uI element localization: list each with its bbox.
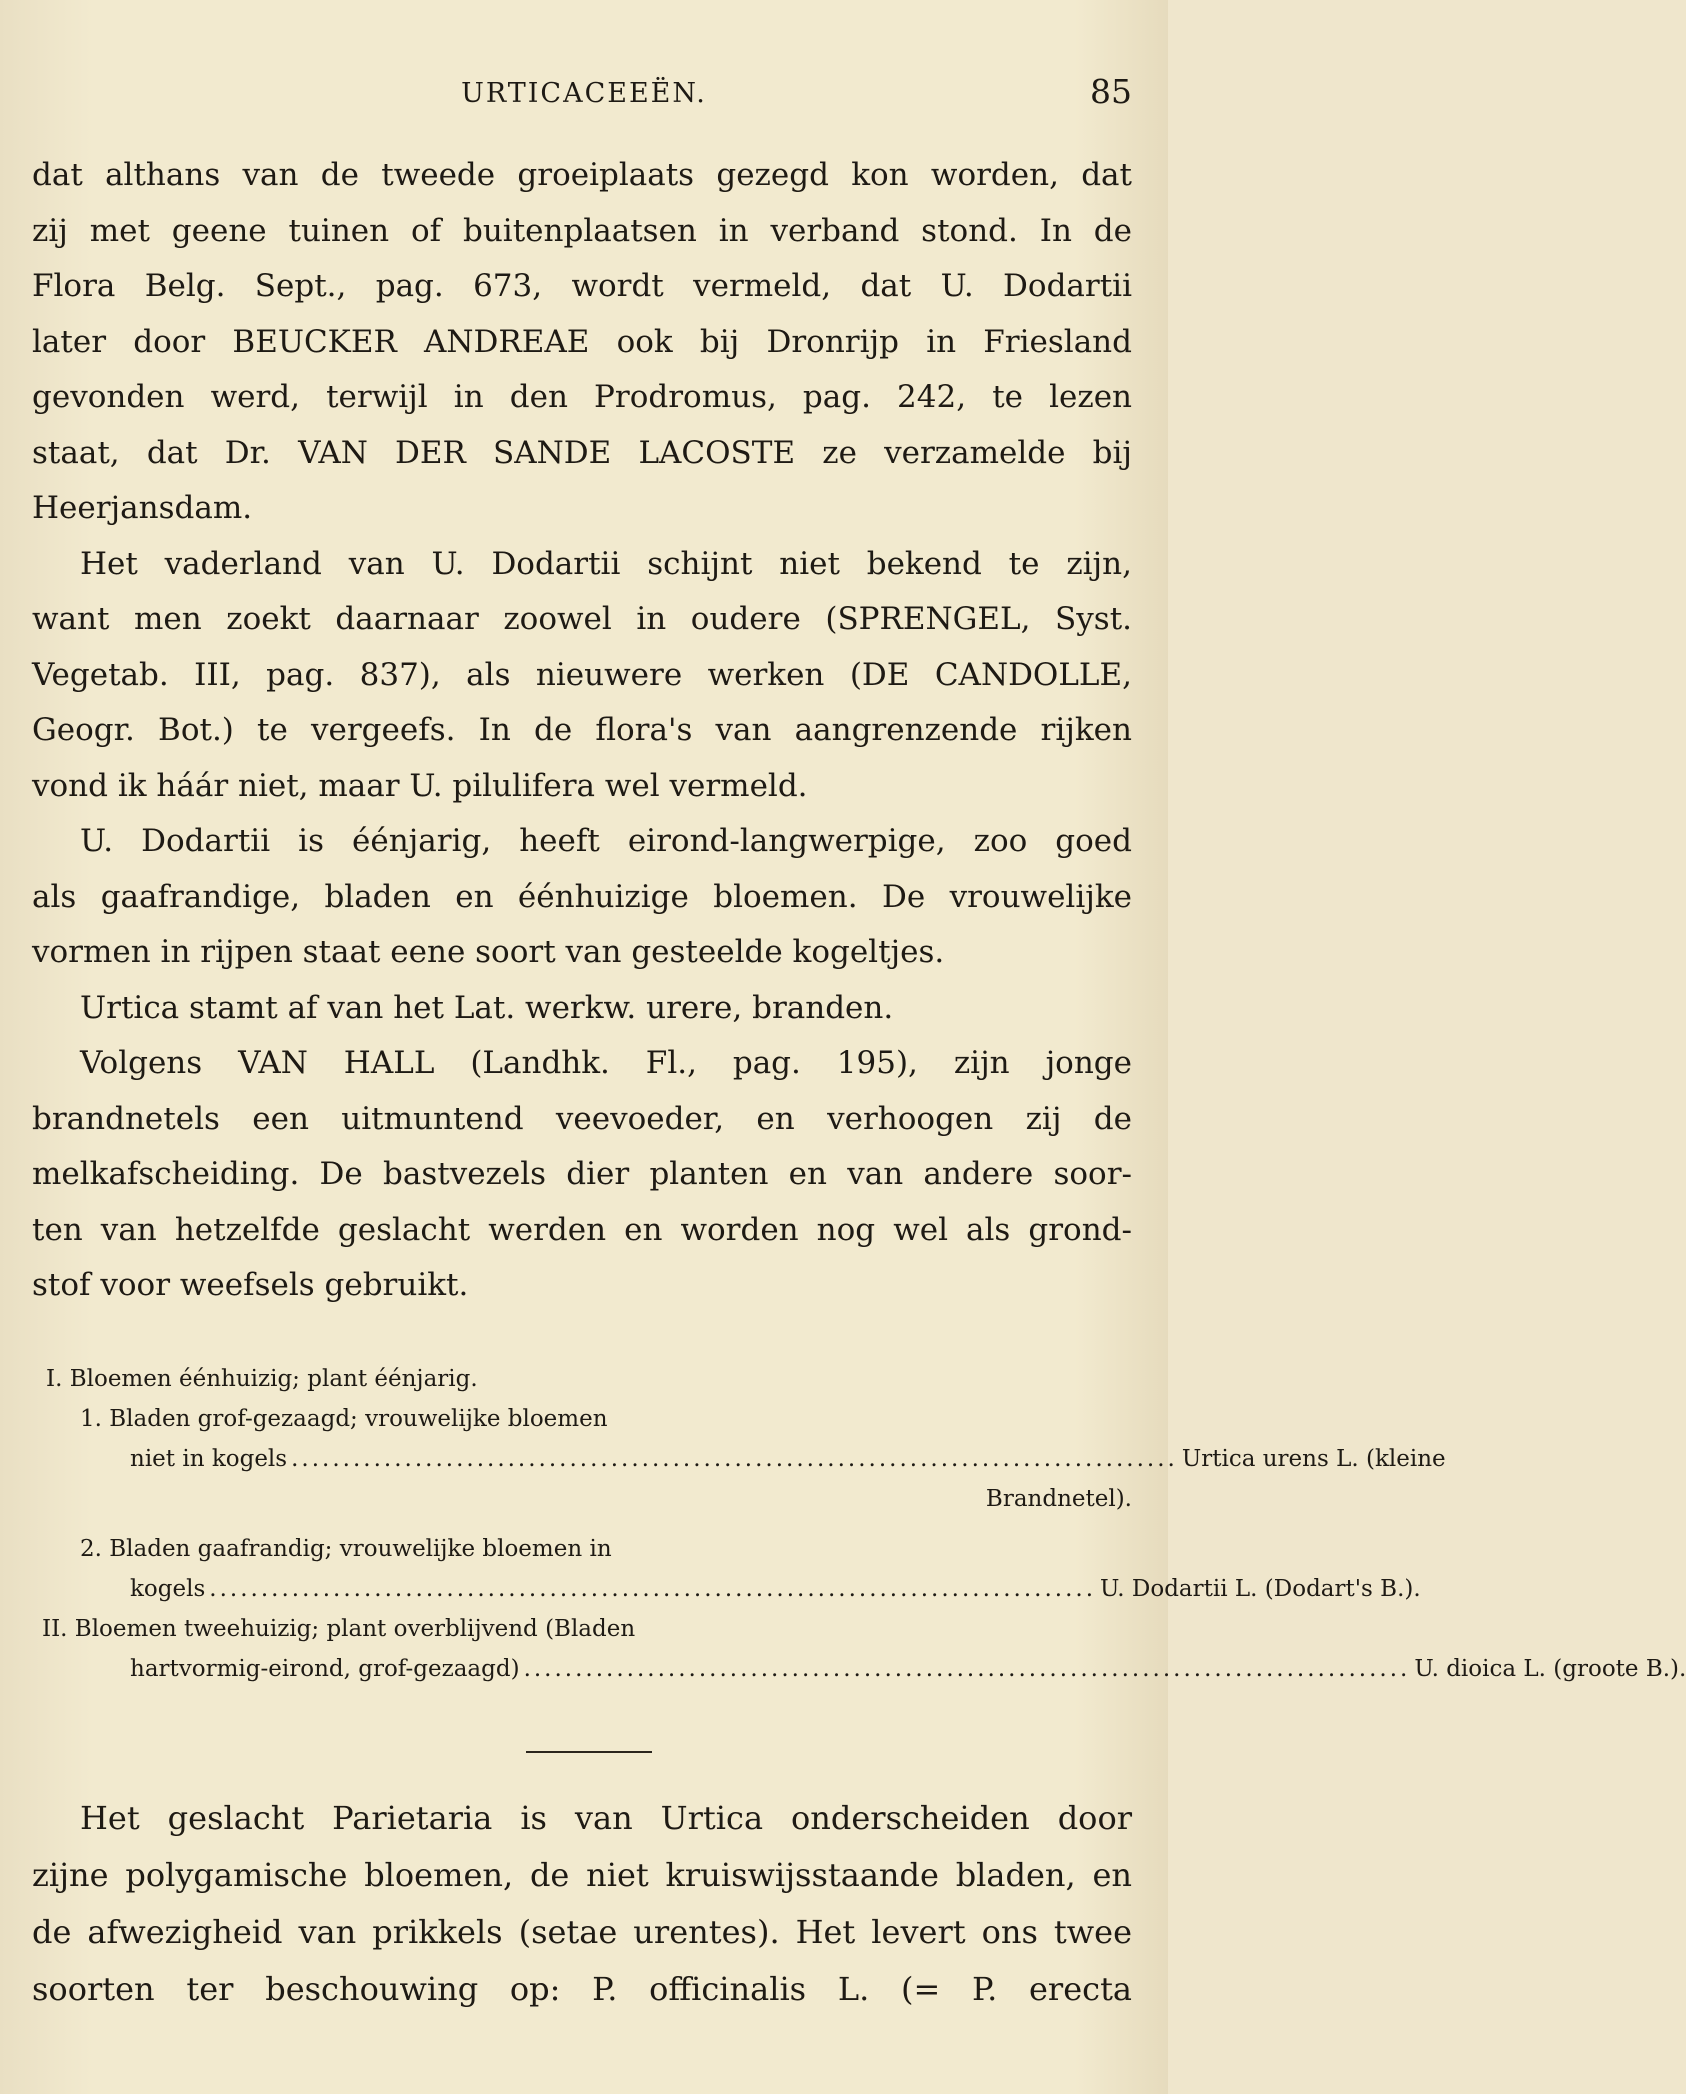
leader-dots: ......................................................................................	[291, 1446, 1178, 1472]
paragraph-4	[32, 981, 1132, 1037]
body-text	[32, 148, 1132, 1314]
text-line: Het geslacht Parietaria is van Urtica onderscheiden door	[80, 1799, 1132, 1837]
text-line: melkafscheiding. De bastvezels dier planten en van andere soor-	[32, 1156, 1132, 1192]
key-line	[32, 1522, 1132, 1562]
key-text: niet in kogels	[130, 1446, 288, 1472]
final-paragraph	[32, 1790, 1132, 2018]
key-text: Brandnetel).	[985, 1486, 1132, 1512]
key-line	[32, 1642, 1686, 1682]
key-text: I. Bloemen éénhuizig; plant éénjarig.	[46, 1366, 478, 1392]
text-line: dat althans van de tweede groeiplaats gezegd kon worden, dat	[32, 157, 1132, 193]
key-line	[32, 1392, 1132, 1432]
text-line: soorten ter beschouwing op: P. officinalis L. (= P. erecta	[32, 1970, 1132, 2008]
section-divider	[526, 1751, 652, 1753]
key-text: 1. Bladen grof-gezaagd; vrouwelijke bloemen	[80, 1406, 608, 1432]
key-result: U. Dodartii L. (Dodart's B.).	[1100, 1576, 1421, 1602]
paragraph-2	[32, 537, 1132, 815]
text-line: zijne polygamische bloemen, de niet kruiswijsstaande bladen, en	[32, 1856, 1132, 1894]
paragraph-5	[32, 1036, 1132, 1314]
text-line: brandnetels een uitmuntend veevoeder, en verhoogen zij de	[32, 1100, 1132, 1137]
text-line: Vegetab. III, pag. 837), als nieuwere werken (DE CANDOLLE,	[32, 656, 1132, 693]
text-line: Volgens VAN HALL (Landhk. Fl., pag. 195), zijn jonge	[80, 1045, 1132, 1081]
text-line: vond ik háár niet, maar U. pilulifera wel vermeld.	[32, 767, 808, 804]
text-line: vormen in rijpen staat eene soort van gesteelde kogeltjes.	[32, 934, 945, 970]
key-text: II. Bloemen tweehuizig; plant overblijvend (Bladen	[42, 1616, 636, 1642]
text-line: want men zoekt daarnaar zoowel in oudere (SPRENGEL, Syst.	[32, 601, 1132, 637]
key-line	[32, 1352, 1132, 1392]
text-line: Urtica stamt af van het Lat. werkw. urere, branden.	[80, 989, 894, 1026]
leader-dots: ......................................................................................	[209, 1576, 1097, 1602]
key-result: U. dioica L. (groote B.).	[1414, 1656, 1686, 1682]
key-result: Urtica urens L. (kleine	[1181, 1446, 1446, 1472]
page-number: 85	[1090, 72, 1132, 111]
text-line: Heerjansdam.	[32, 490, 253, 526]
determination-key	[32, 1352, 1686, 1682]
paragraph-1	[32, 148, 1132, 537]
key-line	[32, 1432, 1446, 1472]
text-line: als gaafrandige, bladen en éénhuizige bloemen. De vrouwelijke	[32, 878, 1132, 915]
key-text: hartvormig-eirond, grof-gezaagd)	[130, 1656, 520, 1682]
text-line: Het vaderland van U. Dodartii schijnt niet bekend te zijn,	[80, 545, 1132, 582]
running-header	[0, 70, 1168, 114]
text-line: ten van hetzelfde geslacht werden en worden nog wel als grond-	[32, 1211, 1132, 1248]
text-line: gevonden werd, terwijl in den Prodromus, pag. 242, te lezen	[32, 379, 1132, 415]
text-line: stof voor weefsels gebruikt.	[32, 1267, 469, 1303]
key-text: kogels	[130, 1576, 206, 1602]
key-line	[32, 1472, 1132, 1512]
key-line	[32, 1602, 1132, 1642]
key-text: 2. Bladen gaafrandig; vrouwelijke bloemen in	[80, 1536, 612, 1562]
text-line: Flora Belg. Sept., pag. 673, wordt vermeld, dat U. Dodartii	[32, 268, 1132, 304]
key-line	[32, 1562, 1421, 1602]
text-line: later door BEUCKER ANDREAE ook bij Dronrijp in Friesland	[32, 323, 1132, 360]
text-line: U. Dodartii is éénjarig, heeft eirond-langwerpige, zoo goed	[80, 823, 1132, 859]
text-line: de afwezigheid van prikkels (setae urentes). Het levert ons twee	[32, 1913, 1132, 1951]
text-line: zij met geene tuinen of buitenplaatsen in verband stond. In de	[32, 212, 1132, 249]
text-line: staat, dat Dr. VAN DER SANDE LACOSTE ze verzamelde bij	[32, 434, 1132, 471]
leader-dots: ......................................................................................	[523, 1656, 1411, 1682]
running-title: URTICACEEËN.	[461, 78, 707, 109]
text-line: Geogr. Bot.) te vergeefs. In de flora's van aangrenzende rijken	[32, 712, 1132, 748]
paragraph-3	[32, 814, 1132, 981]
